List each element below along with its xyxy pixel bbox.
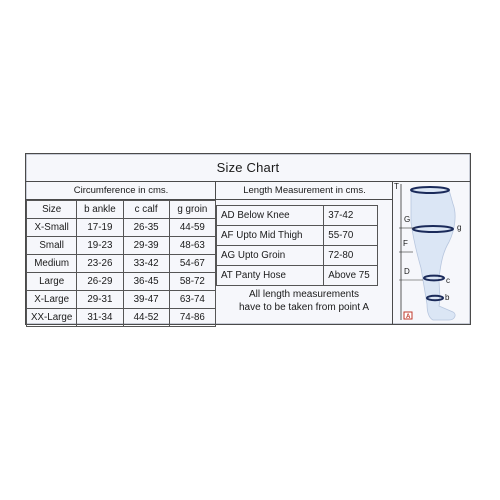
size-cell: Large [27,273,77,291]
ankle-cell: 26-29 [77,273,123,291]
page-title: Size Chart [26,154,470,182]
length-label-cell: AG Upto Groin [217,246,324,266]
ankle-cell: 17-19 [77,219,123,237]
calf-cell: 44-52 [123,309,169,327]
groin-cell: 63-74 [169,291,215,309]
length-label-cell: AT Panty Hose [217,266,324,286]
calf-cell: 39-47 [123,291,169,309]
length-value-cell: 37-42 [324,206,378,226]
label-g: g [457,223,462,232]
ankle-cell: 31-34 [77,309,123,327]
table-row [27,255,216,273]
size-cell: Medium [27,255,77,273]
label-b: b [445,293,450,302]
groin-cell: 58-72 [169,273,215,291]
groin-cell: 44-59 [169,219,215,237]
length-label-cell: AF Upto Mid Thigh [217,226,324,246]
table-row [217,226,378,246]
label-G: G [404,215,411,224]
ankle-cell: 29-31 [77,291,123,309]
note-line-1: All length measurements [248,289,360,300]
table-row [27,219,216,237]
table-row [27,237,216,255]
calf-cell: 29-39 [123,237,169,255]
column-header: g groin [169,201,215,219]
label-c: c [446,276,450,285]
groin-cell: 54-67 [169,255,215,273]
size-cell: X-Small [27,219,77,237]
table-row [217,266,378,286]
calf-cell: 33-42 [123,255,169,273]
length-heading: Length Measurement in cms. [216,182,393,200]
length-note [218,288,390,314]
size-cell: Small [27,237,77,255]
label-f: F [403,239,408,248]
leg-diagram [393,182,470,324]
table-row [217,206,378,226]
label-a: A [406,313,411,320]
length-value-cell: Above 75 [324,266,378,286]
size-cell: XX-Large [27,309,77,327]
length-table [216,205,378,286]
table-row [27,309,216,327]
circumference-heading: Circumference in cms. [26,182,216,200]
note-line-2: have to be taken from point A [238,302,370,313]
ankle-cell: 19-23 [77,237,123,255]
table-row [27,273,216,291]
length-label-cell: AD Below Knee [217,206,324,226]
groin-cell: 48-63 [169,237,215,255]
label-t: T [394,182,399,191]
label-d: D [404,267,410,276]
calf-cell: 36-45 [123,273,169,291]
table-row [217,246,378,266]
ankle-cell: 23-26 [77,255,123,273]
size-chart-card [25,153,471,325]
column-header: Size [27,201,77,219]
circumference-table [26,200,216,327]
column-header: c calf [123,201,169,219]
table-row [27,291,216,309]
length-value-cell: 72-80 [324,246,378,266]
calf-cell: 26-35 [123,219,169,237]
size-cell: X-Large [27,291,77,309]
table-header-row [27,201,216,219]
leg-illustration [393,182,470,324]
column-header: b ankle [77,201,123,219]
groin-cell: 74-86 [169,309,215,327]
length-value-cell: 55-70 [324,226,378,246]
